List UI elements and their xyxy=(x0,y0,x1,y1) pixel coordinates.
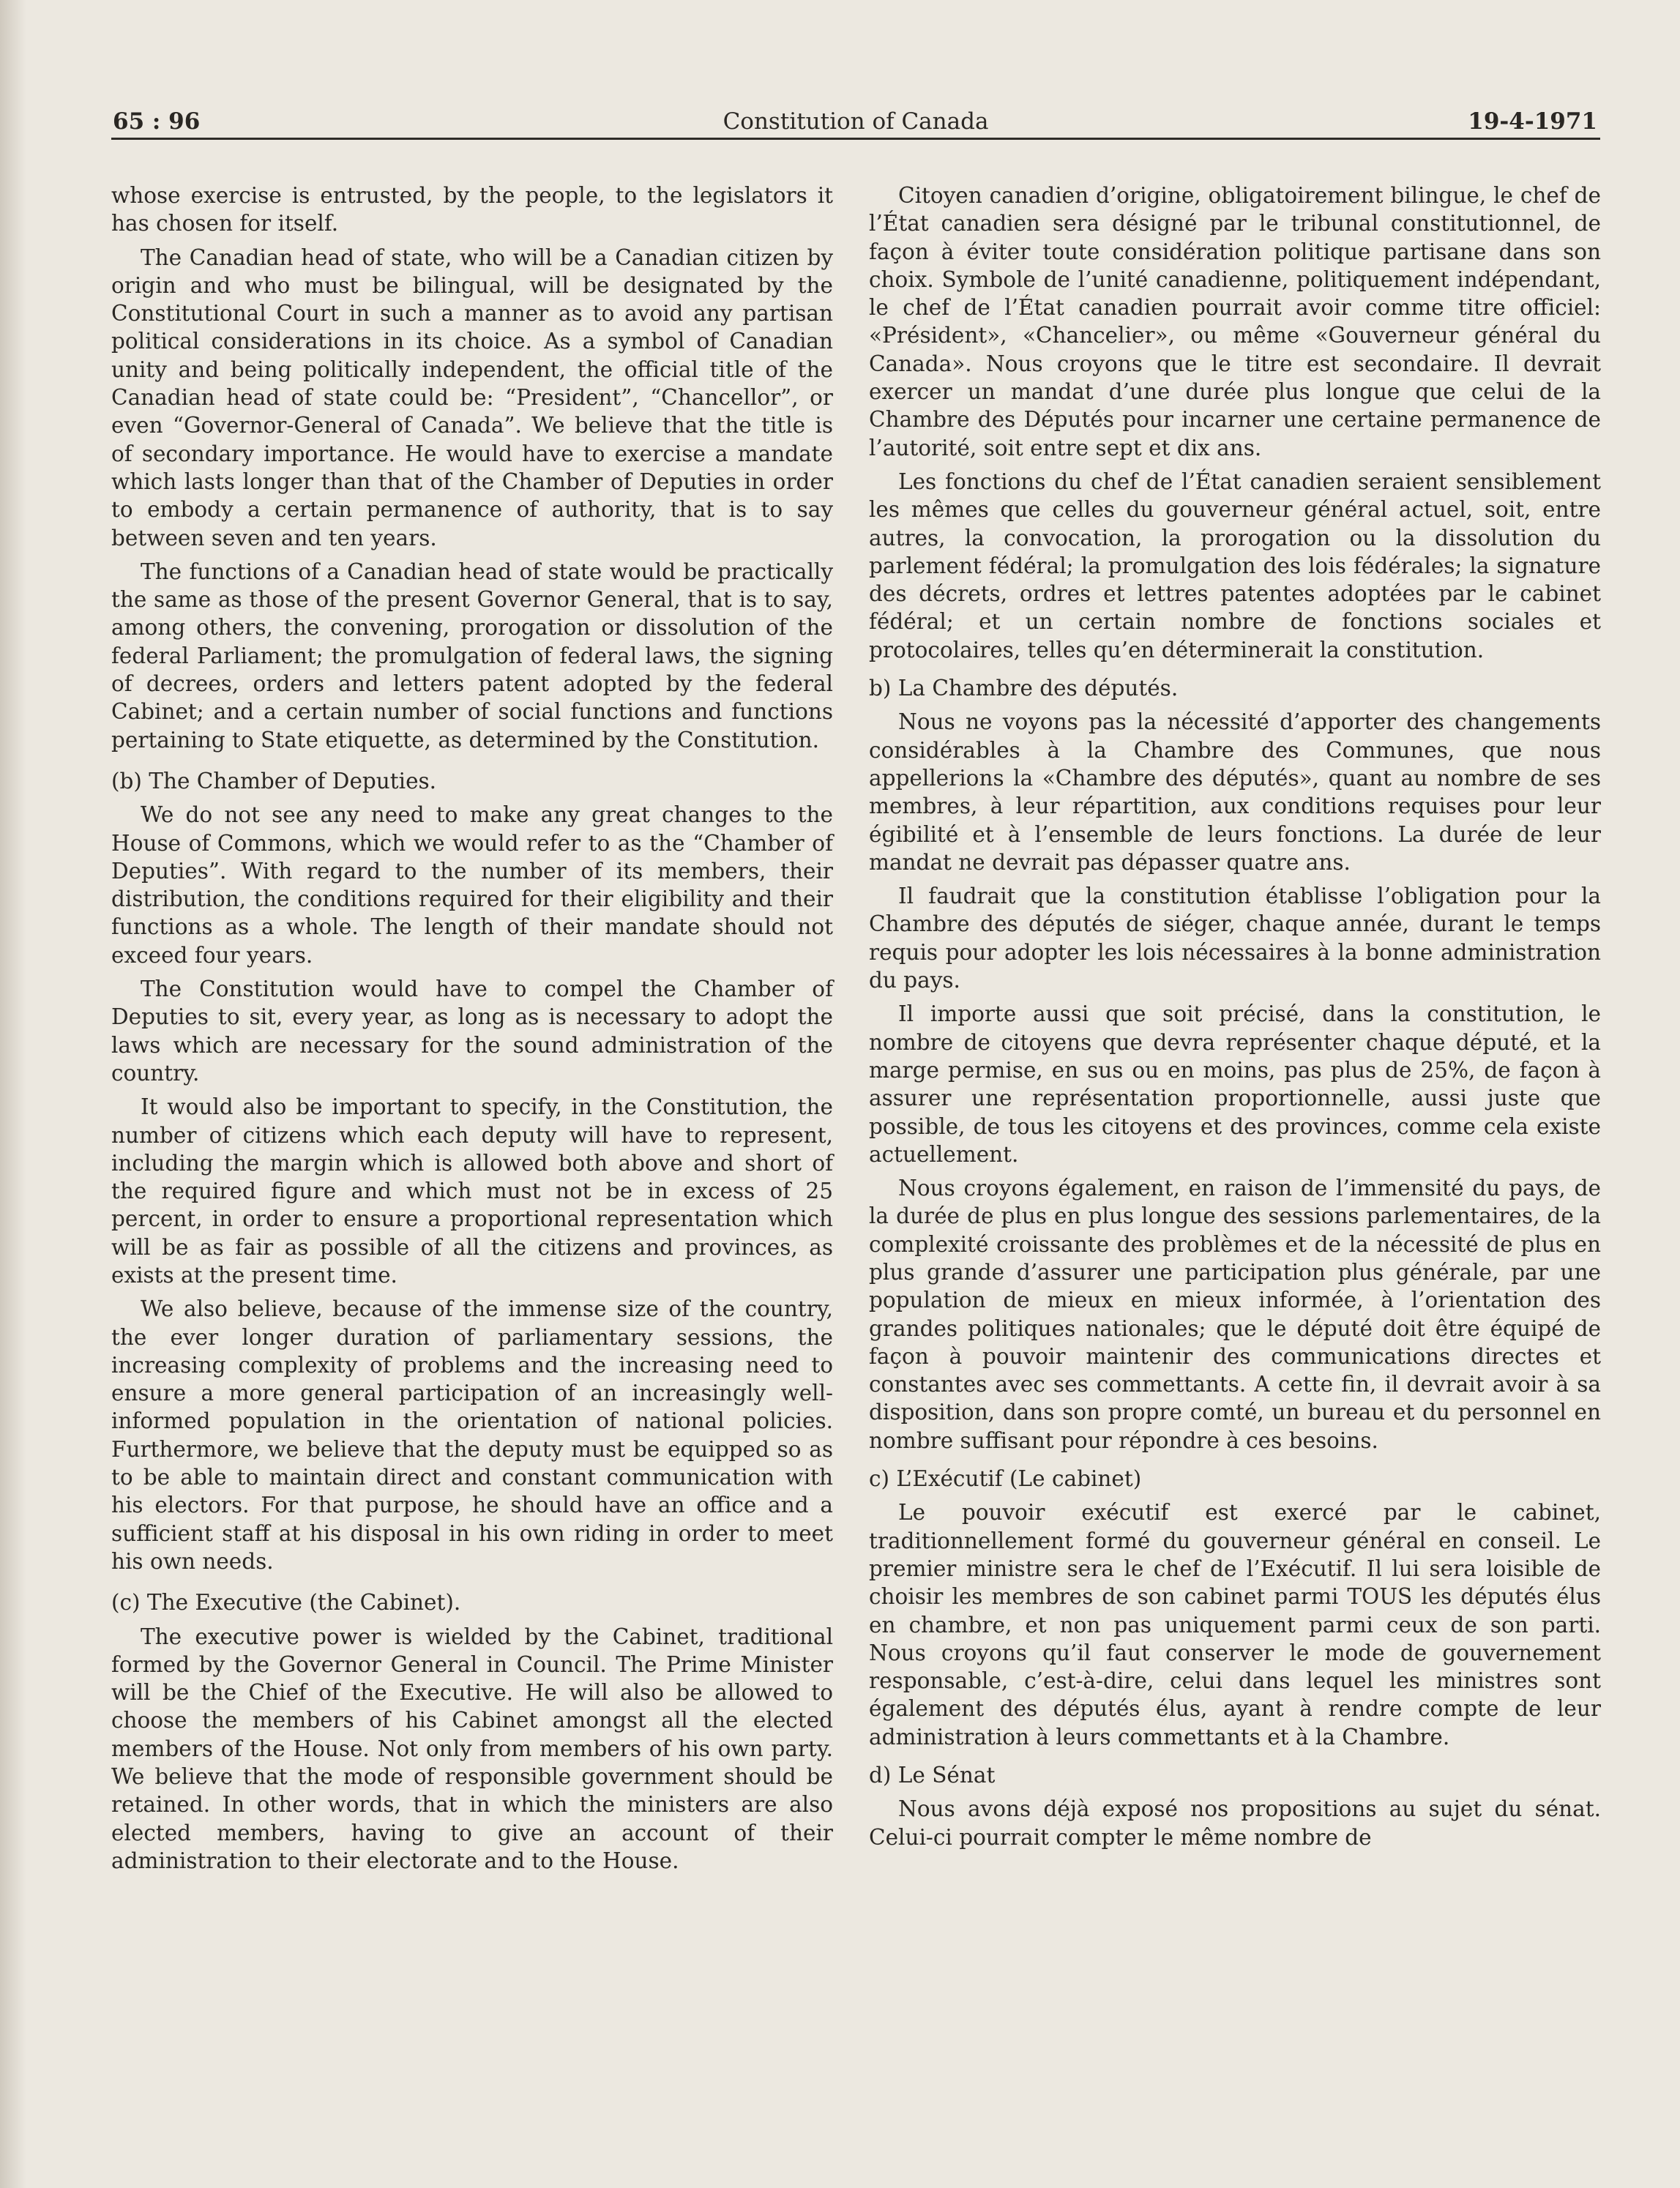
paragraph: Le pouvoir exécutif est exercé par le cabinet, traditionnellement formé du gouverneur général en conseil. Le premier ministre sera le chef de l’Exécutif. Il lui sera loisible de choisir les membres de son cabinet parmi TOUS les députés élus en chambre, et non pas uniquement parmi ceux de son parti. Nous croyons qu’il faut conserver le mode de gouvernement responsable, c’est-à-dire, celui dans lequel les ministres sont également des députés élus, ayant à rendre compte de leur administration à leurs commettants et à la Chambre. xyxy=(869,1500,1601,1750)
paragraph: Les fonctions du chef de l’État canadien seraient sensiblement les mêmes que celles du gouverneur général actuel, soit, entre autres, la convocation, la prorogation ou la dissolution du parlement fédéral; la promulgation des lois fédérales; la signature des décrets, ordres et lettres patentes adoptées par le cabinet fédéral; et un certain nombre de fonctions sociales et protocolaires, telles qu’en déterminerait la constitution. xyxy=(869,468,1601,662)
paragraph: The functions of a Canadian head of state would be practically the same as those of the present Governor General, that is to say, among others, the convening, prorogation or dissolution of the federal Parliament; the promulgation of federal laws, the signing of decrees, orders and letters patent adopted by the federal Cabinet; and a certain number of social functions and functions pertaining to State etiquette, as determined by the Constitution. xyxy=(111,559,833,753)
section-heading: d) Le Sénat xyxy=(869,1763,996,1788)
section-heading: (b) The Chamber of Deputies. xyxy=(111,768,437,794)
paragraph: The Constitution would have to compel the Chamber of Deputies to sit, every year, as long as is necessary to adopt the laws which are necessary for the sound administration of the country. xyxy=(111,977,833,1086)
section-heading: b) La Chambre des députés. xyxy=(869,676,1179,701)
paragraph: Il importe aussi que soit précisé, dans la constitution, le nombre de citoyens que devra représenter chaque député, et la marge permise, en sus ou en moins, pas plus de 25%, de façon à assurer une représentation proportionnelle, aussi juste que possible, de tous les citoyens et des provinces, comme cela existe actuellement. xyxy=(869,1001,1601,1167)
page-edge-shadow xyxy=(0,0,26,2188)
page-header xyxy=(111,100,1600,140)
paragraph: Nous avons déjà exposé nos propositions au sujet du sénat. Celui-ci pourrait compter le même nombre de xyxy=(869,1796,1601,1850)
paragraph: It would also be important to specify, in the Constitution, the number of citizens which each deputy will have to represent, including the margin which is allowed both above and short of the required figure and which must not be in excess of 25 percent, in order to ensure a proportional representation which will be as fair as possible of all the citizens and provinces, as exists at the present time. xyxy=(111,1094,833,1288)
paragraph: Citoyen canadien d’origine, obligatoirement bilingue, le chef de l’État canadien sera désigné par le tribunal constitutionnel, de façon à éviter toute considération politique partisane dans son choix. Symbole de l’unité canadienne, politiquement indépendant, le chef de l’État canadien pourrait avoir comme titre officiel: «Président», «Chancelier», ou même «Gouverneur général du Canada». Nous croyons que le titre est secondaire. Il devrait exercer un mandat d’une durée plus longue que celui de la Chambre des Députés pour incarner une certaine permanence de l’autorité, soit entre sept et dix ans. xyxy=(869,183,1601,460)
paragraph: Nous ne voyons pas la nécessité d’apporter des changements considérables à la Chambre des Communes, que nous appellerions la «Chambre des députés», quant au nombre de ses membres, à leur répartition, aux conditions requises pour leur égibilité et à l’ensemble de leurs fonctions. La durée de leur mandat ne devrait pas dépasser quatre ans. xyxy=(869,709,1601,875)
section-heading: (c) The Executive (the Cabinet). xyxy=(111,1590,461,1616)
paragraph: whose exercise is entrusted, by the people, to the legislators it has chosen for itself. xyxy=(111,183,833,236)
section-heading: c) L’Exécutif (Le cabinet) xyxy=(869,1466,1142,1492)
english-column xyxy=(111,182,833,1881)
paragraph: We also believe, because of the immense size of the country, the ever longer duration of parliamentary sessions, the increasing complexity of problems and the increasing need to ensure a more general participation of an increasingly well-informed population in the orientation of national policies. Furthermore, we believe that the deputy must be equipped so as to be able to maintain direct and constant communication with his electors. For that purpose, he should have an office and a sufficient staff at his disposal in his own riding in order to meet his own needs. xyxy=(111,1296,833,1574)
running-title: Constitution of Canada xyxy=(723,108,989,135)
paragraph: We do not see any need to make any great changes to the House of Commons, which we would refer to as the “Chamber of Deputies”. With regard to the number of its members, their distribution, the conditions required for their eligibility and their functions as a whole. The length of their mandate should not exceed four years. xyxy=(111,802,833,968)
french-column xyxy=(869,182,1601,1857)
paragraph: The executive power is wielded by the Cabinet, traditional formed by the Governor General in Council. The Prime Minister will be the Chief of the Executive. He will also be allowed to choose the members of his Cabinet amongst all the elected members of the House. Not only from members of his own party. We believe that the mode of responsible government should be retained. In other words, that in which the ministers are also elected members, having to give an account of their administration to their electorate and to the House. xyxy=(111,1624,833,1873)
page-number: 65 : 96 xyxy=(113,108,201,135)
paragraph: Nous croyons également, en raison de l’immensité du pays, de la durée de plus en plus longue des sessions parlementaires, de la complexité croissante des problèmes et de la nécessité de plus en plus grande d’assurer une participation plus générale, par une population de mieux en mieux informée, à l’orientation des grandes politiques nationales; que le député doit être équipé de façon à pouvoir maintenir des communications directes et constantes avec ses commettants. A cette fin, il devrait avoir à sa disposition, dans son propre comté, un bureau et du personnel en nombre suffisant pour répondre à ces besoins. xyxy=(869,1176,1601,1453)
paragraph: Il faudrait que la constitution établisse l’obligation pour la Chambre des députés de siéger, chaque année, durant le temps requis pour adopter les lois nécessaires à la bonne administration du pays. xyxy=(869,884,1601,993)
paragraph: The Canadian head of state, who will be a Canadian citizen by origin and who must be bilingual, will be designated by the Constitutional Court in such a manner as to avoid any partisan political considerations in its choice. As a symbol of Canadian unity and being politically independent, the official title of the Canadian head of state could be: “President”, “Chancellor”, or even “Governor-General of Canada”. We believe that the title is of secondary importance. He would have to exercise a mandate which lasts longer than that of the Chamber of Deputies in order to embody a certain permanence of authority, that is to say between seven and ten years. xyxy=(111,244,833,550)
header-date: 19-4-1971 xyxy=(1468,108,1597,135)
